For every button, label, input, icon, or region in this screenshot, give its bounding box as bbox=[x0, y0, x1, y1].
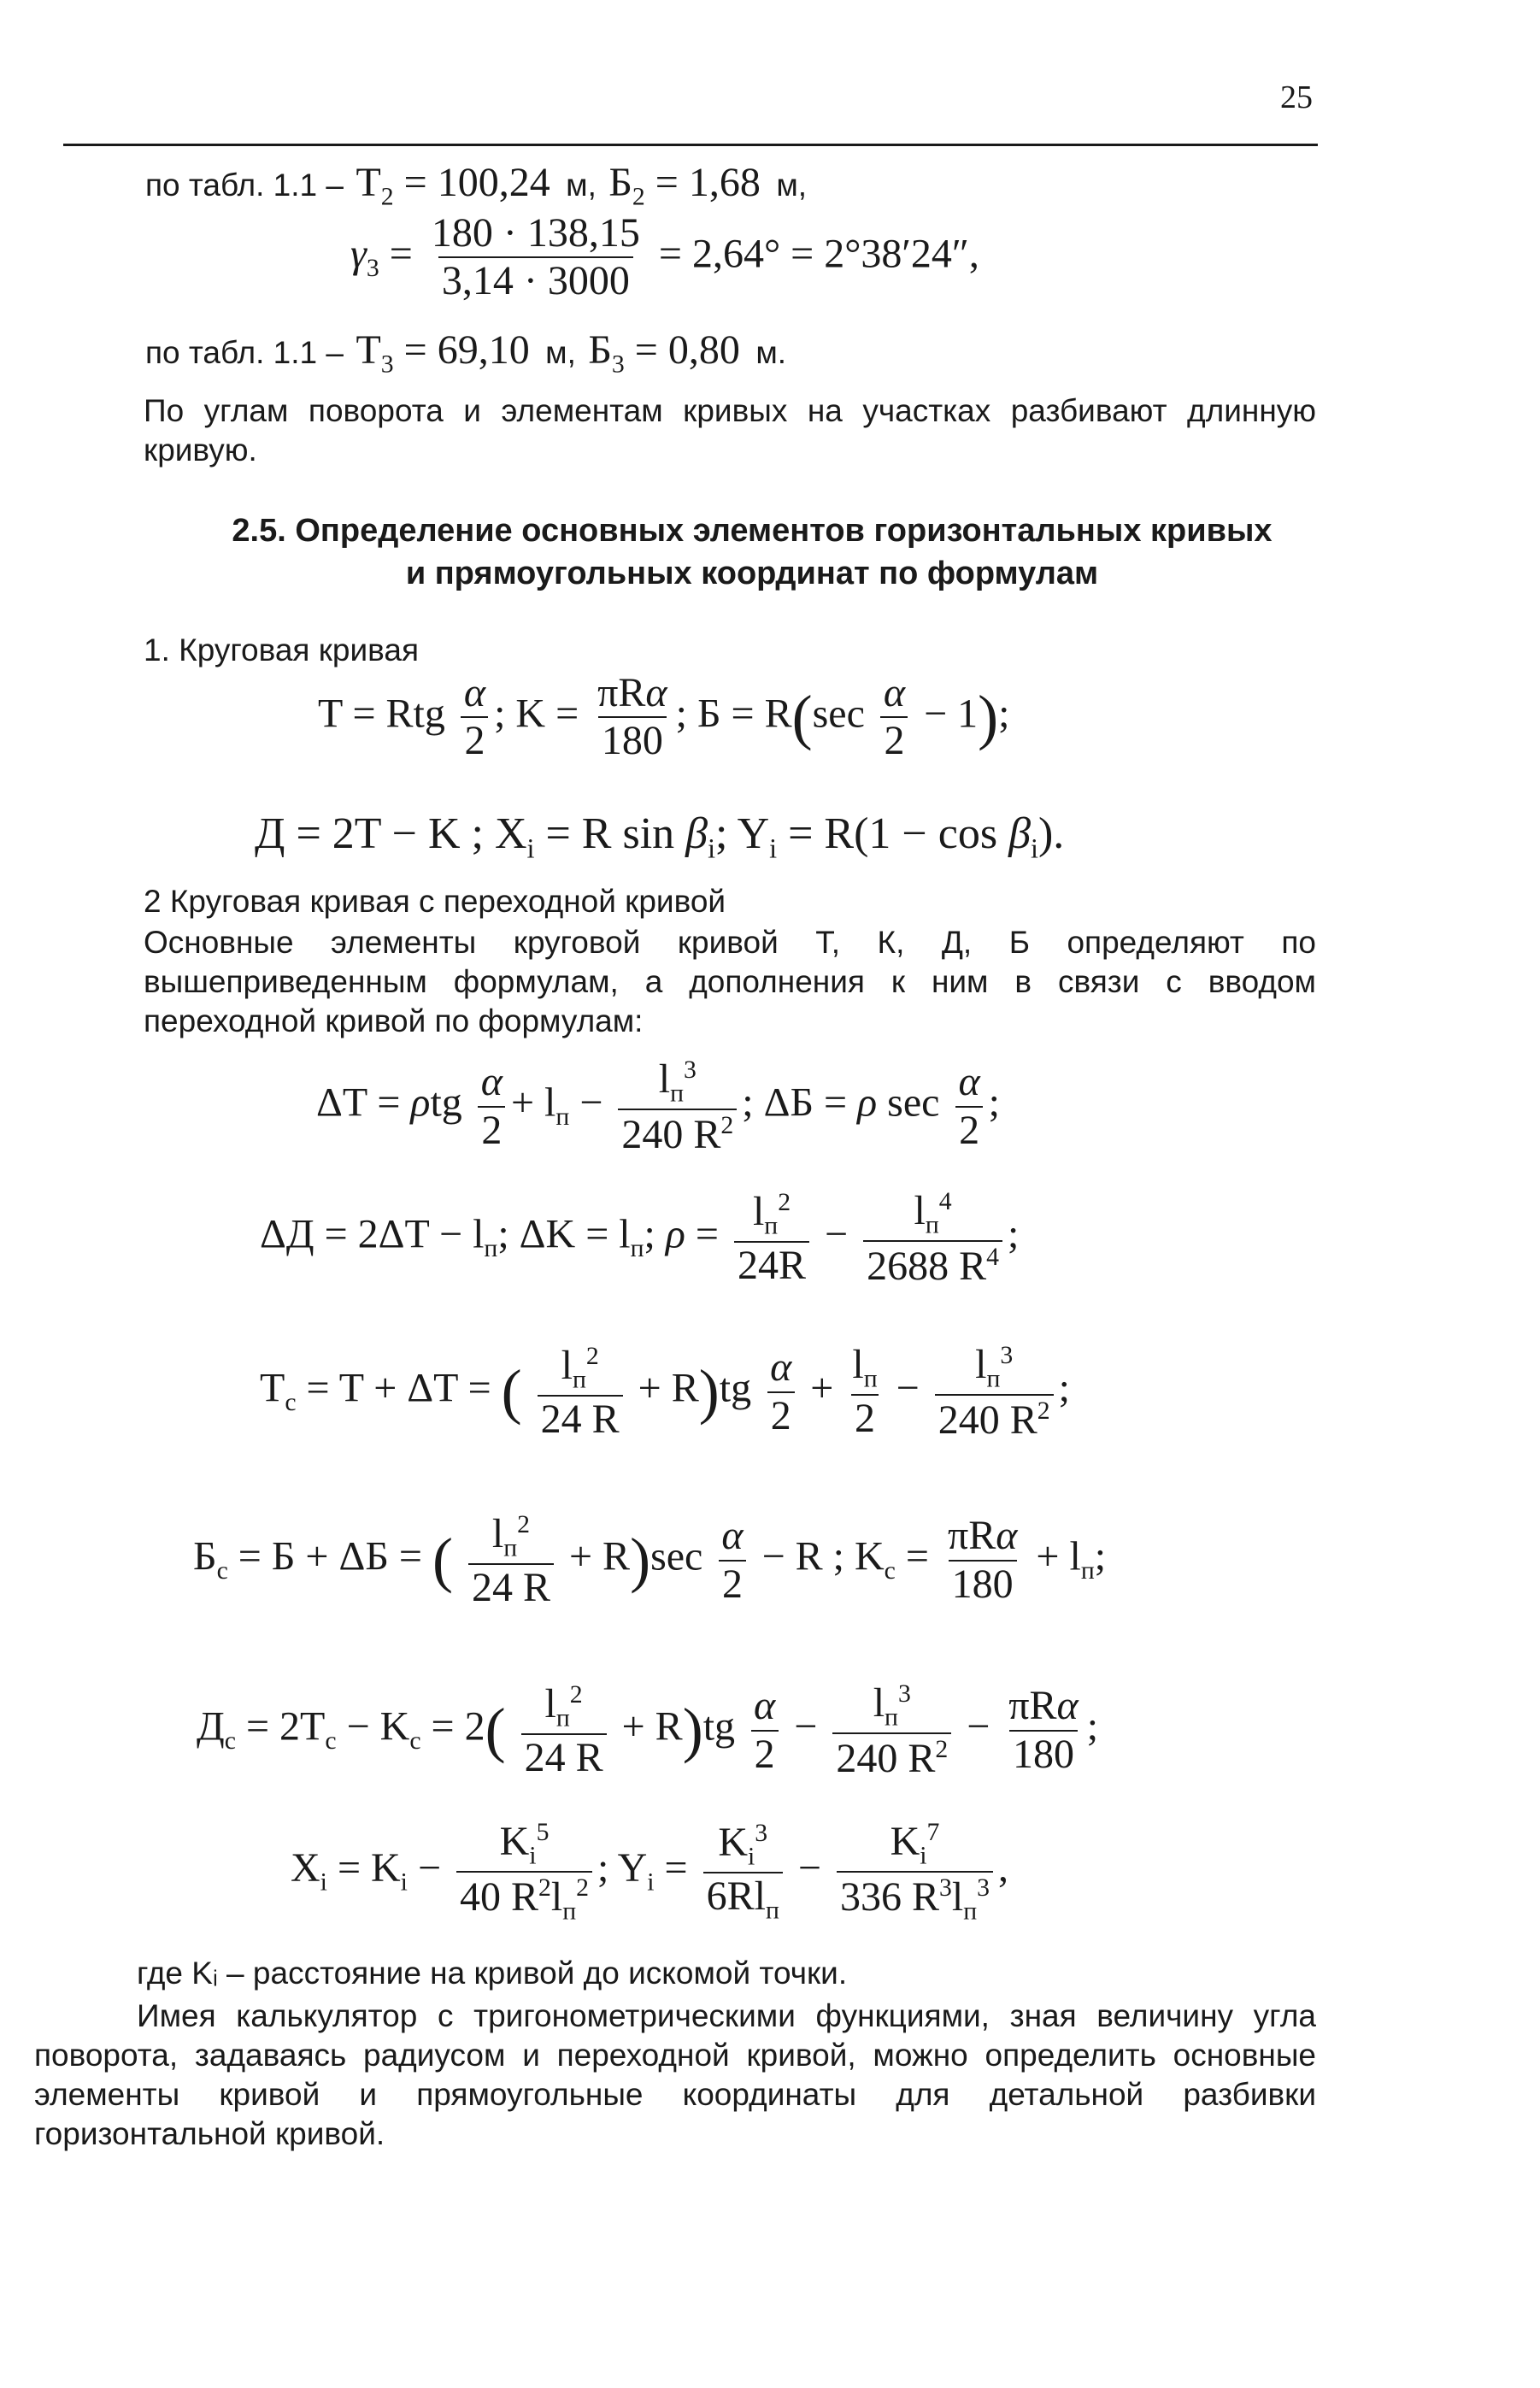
formula-gamma3: $\gamma_3$ = $\frac{180 \cdot 138,15}{3,14 \cdot 3000}$ = 2,64° = 2°38′24″, bbox=[350, 210, 979, 304]
table-ref-line-1: по табл. $1.1 - T_2 = 100,24$ м, $Б_2 = 1,68$ м, bbox=[145, 160, 808, 211]
formula-Xi-Yi: $X_i = K_i$ − $\frac{K_i^5}{40 R^2l_п^2}$ ; $Y_i$ = $\frac{K_i^3}{6Rl_п}$ − $\frac{K_i^7}{336 R^3l_п^3}$ , bbox=[291, 1818, 1008, 1926]
table-ref-line-2: по табл. $1.1 - T_3 = 69,10$ м, $Б_3 = 0,80$ м. bbox=[145, 327, 787, 379]
section-heading-line-1: 2.5. Определение основных элементов горизонтальных кривых bbox=[232, 513, 1273, 549]
formula-Bc-Kc: $Б_c = Б + \Delta Б$ = ( $\frac{l_п^2}{24 R}$ + R)sec $\frac{\alpha}{2}$ − R ; $K_c$ = $\frac{\text{πRα}}{180}$ + $l_п$; bbox=[193, 1510, 1107, 1610]
gamma-dms: 2°38′24″ bbox=[824, 231, 969, 277]
gamma-numerator: 180 · 138,15 bbox=[431, 210, 640, 256]
formula-delta-D: $\Delta Д = 2\Delta T - l_п$; $\Delta K = l_п$; ρ = $\frac{l_п^2}{24R}$ − $\frac{l_п^4}{2688 R^4}$ ; bbox=[260, 1187, 1020, 1289]
formula-Tc: $T_c = T + \Delta T$ = ( $\frac{l_п^2}{24 R}$ + R)tg $\frac{\alpha}{2}$ + $\frac{l_п}{2}$ − $\frac{l_п^3}{240 R^2}$ ; bbox=[260, 1341, 1070, 1443]
table-ref-prefix: по табл. 1.1 – bbox=[145, 168, 344, 203]
paragraph-Ki-definition: где Kᵢ – расстояние на кривой до искомой точки. bbox=[137, 1956, 848, 1991]
section-heading bbox=[197, 509, 1308, 595]
paragraph-long-curve: По углам поворота и элементам кривых на участках разбивают длинную кривую. bbox=[144, 393, 1316, 468]
formula-circular-elements: T = Rtg $\frac{\alpha}{2}$ ; K = $\frac{\text{πRα}}{180}$ ; Б = R(sec $\frac{\alpha}{2}$ − 1); bbox=[318, 670, 1010, 764]
formula-Dc: $Д_c = 2T_c - K_c = 2$( $\frac{l_п^2}{24 R}$ + R)tg $\frac{\alpha}{2}$ − $\frac{l_п^3}{240 R^2}$ − $\frac{\text{πRα}}{180}$ ; bbox=[197, 1679, 1099, 1781]
header-rule bbox=[63, 144, 1318, 146]
value-B2: 1,68 bbox=[688, 160, 761, 205]
formula-delta-T: ΔT = ρtg $\frac{\alpha}{2}$ + $l_п$ − $\frac{l_п^3}{240 R^2}$ ; ΔБ = ρ sec $\frac{\alpha}{2}$ ; bbox=[316, 1056, 1001, 1157]
gamma-degrees: 2,64° bbox=[691, 231, 781, 277]
gamma-denominator: 3,14 · 3000 bbox=[438, 256, 633, 303]
formula-coordinates: Д = 2T − K ; $X_i = R$ $\sin \beta_i$; $Y_i = R(1 - \cos \beta_i)$. bbox=[255, 809, 1065, 864]
section-heading-line-2: и прямоугольных координат по формулам bbox=[405, 556, 1099, 591]
value-B3: 0,80 bbox=[667, 327, 740, 373]
paragraph-conclusion: Имея калькулятор с тригонометрическими функциями, зная величину угла поворота, задаваясь радиусом и переходной кривой, можно определить основные элементы кривой и прямоугольные координаты для детальной разбивки горизонтальной кривой. bbox=[34, 1998, 1316, 2151]
item-transition-curve: 2 Круговая кривая с переходной кривой bbox=[144, 884, 726, 919]
page-number: 25 bbox=[1280, 79, 1313, 115]
paragraph-transition-intro: Основные элементы круговой кривой Т, К, Д, Б определяют по вышеприведенным формулам, а дополнения к ним в связи с вводом переходной кривой по формулам: bbox=[144, 925, 1316, 1038]
item-circular-curve: 1. Круговая кривая bbox=[144, 632, 420, 668]
value-T3: 69,10 bbox=[437, 327, 530, 373]
value-T2: 100,24 bbox=[437, 160, 550, 205]
